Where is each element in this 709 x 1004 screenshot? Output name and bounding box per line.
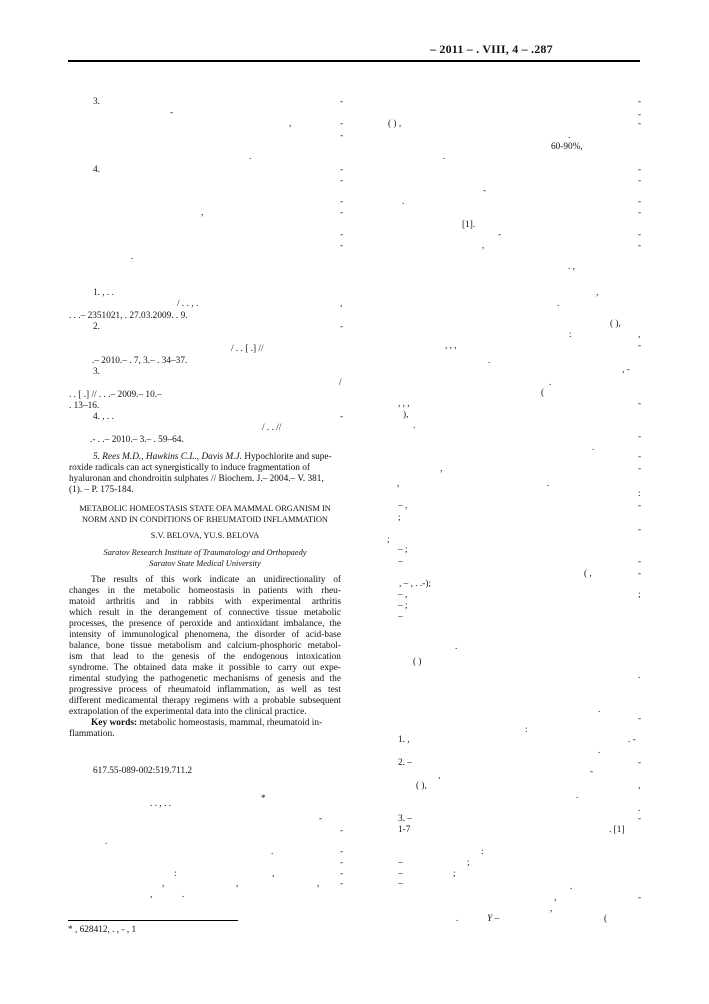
right-text-fragment-40: , bbox=[397, 479, 400, 489]
abstract-line: rimental studying the pathogenetic mechanisms of genesis and the bbox=[69, 674, 341, 684]
right-text-fragment-15: - bbox=[498, 230, 502, 240]
left-bottom-fragment-14: , bbox=[317, 879, 320, 889]
right-text-fragment-23: : bbox=[569, 330, 572, 340]
right-text-fragment-26: - bbox=[638, 341, 642, 351]
left-text-fragment-10: - bbox=[340, 176, 344, 186]
abstract-line: intensity of immunological phenomena, the disorder of acid-base bbox=[69, 630, 341, 640]
right-text-fragment-73: . bbox=[576, 791, 579, 801]
left-bottom-fragment-2: * bbox=[261, 794, 266, 804]
right-text-fragment-17: , bbox=[482, 241, 485, 251]
header-rule bbox=[68, 60, 640, 62]
left-bottom-fragment-7: . bbox=[271, 847, 274, 857]
right-text-fragment-45: ; bbox=[398, 513, 401, 523]
english-title-line-2: NORM AND IN CONDITIONS OF RHEUMATOID INFLAMMATION bbox=[82, 514, 328, 524]
reference-line-12: . 13–16. bbox=[69, 401, 100, 411]
abstract-line: The results of this work indicate an unidirectionality of bbox=[91, 575, 341, 585]
reference-5-line-4: (1). – P. 175-184. bbox=[69, 485, 134, 495]
right-text-fragment-54: – , bbox=[398, 590, 408, 600]
left-text-fragment-2: - bbox=[340, 97, 344, 107]
left-text-fragment-14: - bbox=[340, 230, 344, 240]
right-text-fragment-86: , bbox=[554, 893, 557, 903]
left-bottom-fragment-10: , bbox=[272, 869, 275, 879]
left-text-fragment-16: . bbox=[131, 252, 134, 262]
abstract-line: processes, the presence of peroxide and antioxidant imbalance, the bbox=[69, 619, 341, 629]
right-text-fragment-6: 60-90%, bbox=[551, 142, 583, 152]
reference-5-authors: 5. Rees M.D., Hawkins C.L., Davis M.J. bbox=[93, 452, 242, 462]
left-bottom-fragment-4: - bbox=[340, 826, 344, 836]
left-text-fragment-8: 4. bbox=[93, 165, 100, 175]
right-text-fragment-3: ( ) , bbox=[388, 119, 402, 129]
right-text-fragment-38: , bbox=[440, 464, 443, 474]
reference-line-15: / . . // bbox=[262, 423, 282, 433]
left-text-fragment-9: - bbox=[340, 165, 344, 175]
right-text-fragment-50: - bbox=[638, 557, 642, 567]
reference-5-line-2: roxide radicals can act synergistically to induce fragmentation of bbox=[69, 463, 310, 473]
right-text-fragment-34: . bbox=[413, 421, 416, 431]
reference-line-13: 4. , . . bbox=[93, 412, 114, 422]
right-text-fragment-75: 3. – bbox=[398, 814, 412, 824]
right-text-fragment-44: - bbox=[638, 501, 642, 511]
right-text-fragment-82: – bbox=[398, 869, 403, 879]
left-bottom-fragment-6: - bbox=[340, 847, 344, 857]
right-text-fragment-70: - bbox=[590, 767, 594, 777]
right-text-fragment-69: , bbox=[438, 771, 441, 781]
right-text-fragment-14: [1]. bbox=[462, 220, 476, 230]
right-text-fragment-37: - bbox=[638, 452, 642, 462]
left-bottom-fragment-8: - bbox=[340, 858, 344, 868]
right-text-fragment-11: . bbox=[402, 197, 405, 207]
right-text-fragment-55: ; bbox=[638, 590, 641, 600]
right-text-fragment-4: - bbox=[638, 119, 642, 129]
abstract-line: progressive process of rheumatoid inflammation, as well as test bbox=[69, 685, 341, 695]
right-text-fragment-46: - bbox=[638, 525, 642, 535]
left-text-fragment-1: 3. bbox=[93, 97, 100, 107]
right-text-fragment-60: . bbox=[638, 671, 641, 681]
right-text-fragment-53: , – , . .-); bbox=[399, 579, 432, 589]
right-text-fragment-63: : bbox=[525, 725, 528, 735]
reference-line-6: - bbox=[340, 322, 344, 332]
right-text-fragment-20: , bbox=[596, 288, 599, 298]
left-text-fragment-15: - bbox=[340, 241, 344, 251]
right-text-fragment-91: ( bbox=[604, 914, 608, 924]
right-text-fragment-85: . bbox=[570, 882, 573, 892]
institutions bbox=[69, 548, 341, 569]
right-text-fragment-61: . bbox=[598, 705, 601, 715]
left-bottom-fragment-11: - bbox=[340, 869, 344, 879]
left-text-fragment-7: . bbox=[249, 152, 252, 162]
left-text-fragment-12: , bbox=[201, 208, 204, 218]
right-text-fragment-33: ), bbox=[403, 410, 409, 420]
right-text-fragment-36: . bbox=[592, 443, 595, 453]
reference-line-2: / . . , . bbox=[177, 299, 199, 309]
keywords-label: Key words: bbox=[91, 718, 138, 728]
right-text-fragment-48: – ; bbox=[398, 545, 408, 555]
right-text-fragment-9: - bbox=[638, 176, 642, 186]
left-bottom-fragment-3: - bbox=[319, 814, 323, 824]
abstract-line: balance, bone tissue metabolism and calcium-phosphoric metabol- bbox=[69, 641, 341, 651]
reference-line-10: / bbox=[339, 378, 342, 388]
right-text-fragment-27: . bbox=[488, 356, 491, 366]
right-text-fragment-51: ( , bbox=[584, 569, 592, 579]
abstract-line: extrapolation of the experimental data into the clinical practice. bbox=[69, 707, 307, 717]
right-text-fragment-2: - bbox=[638, 110, 642, 120]
right-text-fragment-47: ; bbox=[387, 535, 390, 545]
right-text-fragment-39: - bbox=[638, 464, 642, 474]
right-text-fragment-81: ; bbox=[467, 858, 470, 868]
left-bottom-fragment-15: - bbox=[340, 879, 344, 889]
right-text-fragment-7: . bbox=[443, 152, 446, 162]
right-text-fragment-87: - bbox=[638, 893, 642, 903]
left-bottom-fragment-12: , bbox=[162, 879, 165, 889]
right-text-fragment-62: - bbox=[638, 714, 642, 724]
abstract-line: which result in the derangement of connective tissue metabolic bbox=[69, 608, 341, 618]
right-text-fragment-13: - bbox=[638, 208, 642, 218]
right-text-fragment-64: 1. , bbox=[398, 735, 410, 745]
abstract-line: different medicamental therapy regimens with a probable subsequent bbox=[69, 696, 341, 706]
reference-5 bbox=[69, 452, 341, 496]
right-text-fragment-43: – , bbox=[398, 501, 408, 511]
right-text-fragment-1: - bbox=[638, 97, 642, 107]
left-bottom-fragment-5: . bbox=[105, 837, 108, 847]
right-text-fragment-52: - bbox=[638, 569, 642, 579]
reference-line-1: 1. , . . bbox=[93, 288, 114, 298]
right-text-fragment-83: ; bbox=[453, 869, 456, 879]
right-text-fragment-80: – bbox=[398, 858, 403, 868]
right-text-fragment-56: – ; bbox=[398, 601, 408, 611]
right-text-fragment-5: . bbox=[568, 131, 571, 141]
right-text-fragment-25: , , , bbox=[445, 341, 457, 351]
right-text-fragment-90: Y – bbox=[487, 914, 500, 924]
right-text-fragment-18: - bbox=[638, 241, 642, 251]
reference-line-3: , bbox=[340, 299, 343, 309]
english-abstract bbox=[69, 575, 341, 740]
reference-5-line-3: hyaluronan and chondroitin sulphates // Biochem. J.– 2004.– V. 381, bbox=[69, 474, 324, 484]
english-authors: S.V. BELOVA, YU.S. BELOVA bbox=[150, 531, 260, 540]
right-text-fragment-19: . , bbox=[568, 262, 575, 272]
left-text-fragment-11: - bbox=[340, 197, 344, 207]
right-text-fragment-42: : bbox=[638, 489, 641, 499]
right-text-fragment-28: , - bbox=[622, 365, 630, 375]
right-text-fragment-68: - bbox=[638, 758, 642, 768]
right-text-fragment-24: , bbox=[638, 330, 641, 340]
left-text-fragment-5: - bbox=[340, 119, 344, 129]
right-text-fragment-10: - bbox=[483, 186, 487, 196]
right-text-fragment-76: - bbox=[638, 814, 642, 824]
udc-code: 617.55-089-002:519.711.2 bbox=[93, 766, 193, 776]
left-text-fragment-13: - bbox=[340, 208, 344, 218]
right-text-fragment-57: – bbox=[398, 612, 403, 622]
left-bottom-fragment-16: , bbox=[150, 890, 153, 900]
right-text-fragment-31: , , , bbox=[398, 399, 410, 409]
reference-line-11: . . [ .] // . . .– 2009.– 10.– bbox=[69, 390, 162, 400]
right-text-fragment-74: . bbox=[638, 804, 641, 814]
abstract-line: changes in the metabolic homeostasis in patients with rheu- bbox=[69, 586, 341, 596]
right-text-fragment-35: - bbox=[638, 432, 642, 442]
right-text-fragment-88: , bbox=[550, 904, 553, 914]
left-bottom-fragment-9: : bbox=[174, 869, 177, 879]
right-text-fragment-32: - bbox=[638, 399, 642, 409]
keywords-end: flammation. bbox=[69, 729, 115, 739]
journal-header: – 2011 – . VIII, 4 – .287 bbox=[430, 42, 553, 56]
institution-2: Saratov State Medical University bbox=[149, 558, 261, 568]
right-text-fragment-59: ( ) bbox=[413, 657, 422, 667]
right-text-fragment-16: - bbox=[638, 230, 642, 240]
abstract-line: ism that lead to the genesis of the endogenous intoxication bbox=[69, 652, 341, 662]
right-text-fragment-65: . - bbox=[628, 735, 636, 745]
institution-1: Saratov Research Institute of Traumatology and Orthopaedy bbox=[103, 548, 307, 557]
right-text-fragment-72: , bbox=[638, 781, 641, 791]
left-text-fragment-3: - bbox=[170, 108, 174, 118]
abstract-line: matoid arthritis and in rabbits with experimental arthritis bbox=[69, 597, 341, 607]
reference-line-5: 2. bbox=[93, 322, 100, 332]
right-text-fragment-89: . bbox=[456, 914, 459, 924]
right-text-fragment-79: : bbox=[481, 847, 484, 857]
abstract-line: syndrome. The obtained data make it possible to carry out expe- bbox=[69, 663, 341, 673]
right-text-fragment-8: - bbox=[638, 165, 642, 175]
left-text-fragment-4: , bbox=[289, 119, 292, 129]
reference-line-7: / . . [ .] // bbox=[231, 344, 264, 354]
right-text-fragment-78: . [1] bbox=[609, 825, 625, 835]
right-text-fragment-49: – bbox=[398, 557, 403, 567]
reference-line-9: 3. bbox=[93, 367, 100, 377]
english-title-line-1: METABOLIC HOMEOSTASIS STATE OFA MAMMAL ORGANISM IN bbox=[79, 504, 331, 513]
right-text-fragment-84: – bbox=[398, 879, 403, 889]
right-text-fragment-67: 2. – bbox=[398, 758, 412, 768]
reference-5-title-start: Hypochlorite and supe- bbox=[242, 452, 332, 462]
right-text-fragment-22: ( ), bbox=[610, 319, 621, 329]
right-text-fragment-12: - bbox=[638, 197, 642, 207]
reference-line-14: - bbox=[340, 412, 344, 422]
footnote-rule bbox=[68, 920, 238, 921]
left-bottom-fragment-17: . bbox=[182, 890, 185, 900]
english-title bbox=[69, 504, 341, 525]
right-text-fragment-41: . bbox=[547, 479, 550, 489]
right-text-fragment-77: 1-7 bbox=[398, 825, 411, 835]
reference-line-4: . . .– 2351021, . 27.03.2009. . 9. bbox=[69, 311, 188, 321]
right-text-fragment-30: ( bbox=[541, 388, 545, 398]
keywords-text: metabolic homeostasis, mammal, rheumatoid in- bbox=[137, 718, 323, 728]
left-text-fragment-6: - bbox=[340, 131, 344, 141]
left-bottom-fragment-1: . . , . . bbox=[150, 799, 171, 809]
reference-line-8: .– 2010.– . 7, 3.– . 34–37. bbox=[92, 356, 188, 366]
reference-line-16: .- . .– 2010.– 3.– . 59–64. bbox=[90, 435, 184, 445]
abstract-text bbox=[69, 575, 341, 718]
left-bottom-fragment-13: , bbox=[236, 879, 239, 889]
right-text-fragment-71: ( ), bbox=[416, 781, 427, 791]
right-text-fragment-21: . bbox=[557, 299, 560, 309]
right-text-fragment-29: . bbox=[549, 378, 552, 388]
keywords bbox=[69, 718, 341, 729]
footnote: * , 628412, . , - , 1 bbox=[68, 925, 137, 935]
right-text-fragment-66: . bbox=[598, 746, 601, 756]
right-text-fragment-58: . bbox=[455, 642, 458, 652]
